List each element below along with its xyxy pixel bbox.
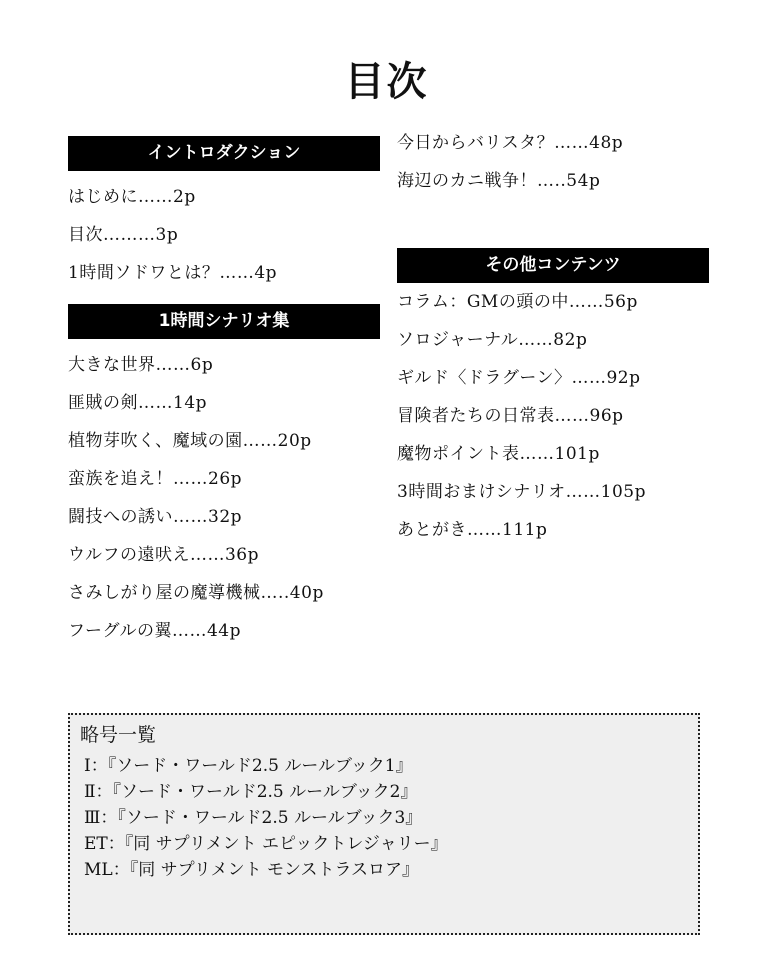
introduction-list <box>68 178 380 292</box>
section-header-scenarios: 1時間シナリオ集 <box>68 304 380 339</box>
toc-entry: はじめに……2p <box>68 187 196 207</box>
toc-entry: 匪賊の剣……14p <box>68 393 208 413</box>
toc-entry: 1時間ソドワとは？……4p <box>68 263 278 283</box>
toc-entry: ソロジャーナル……82p <box>397 330 588 350</box>
toc-entry: あとがき……111p <box>397 520 548 540</box>
toc-entry: 蛮族を追え！……26p <box>68 469 243 489</box>
left-column <box>68 136 380 650</box>
toc-entry: 目次………3p <box>68 225 179 245</box>
toc-entry: 大きな世界……6p <box>68 355 214 375</box>
scenario-list-continued <box>397 124 709 200</box>
toc-entry: 3時間おまけシナリオ……105p <box>397 482 646 502</box>
toc-entry: 闘技への誘い……32p <box>68 507 243 527</box>
abbreviation-list <box>80 753 688 883</box>
toc-entry: さみしがり屋の魔導機械…..40p <box>68 583 324 603</box>
abbreviation-title: 略号一覧 <box>80 724 157 746</box>
toc-entry: 魔物ポイント表……101p <box>397 444 600 464</box>
scenario-list <box>68 346 380 650</box>
section-header-other-contents: その他コンテンツ <box>397 248 709 283</box>
other-contents-list <box>397 283 709 549</box>
toc-entry: 冒険者たちの日常表……96p <box>397 406 624 426</box>
abbreviation-item: Ⅲ：『ソード・ワールド2.5 ルールブック3』 <box>84 808 423 828</box>
toc-entry: 植物芽吹く、魔域の園……20p <box>68 431 312 451</box>
toc-entry: 海辺のカニ戦争！…..54p <box>397 171 601 191</box>
toc-entry: 今日からバリスタ？……48p <box>397 133 624 153</box>
page-title: 目次 <box>344 59 429 105</box>
toc-entry: フーグルの翼……44p <box>68 621 241 641</box>
toc-entry: コラム：GMの頭の中……56p <box>397 292 638 312</box>
abbreviation-item: Ⅱ：『ソード・ワールド2.5 ルールブック2』 <box>84 782 418 802</box>
section-header-introduction: イントロダクション <box>68 136 380 171</box>
abbreviation-item: ML：『同 サプリメント モンストラスロア』 <box>84 860 419 880</box>
toc-entry: ギルド〈ドラグーン〉……92p <box>397 368 641 388</box>
right-column <box>397 124 709 549</box>
abbreviation-item: ET：『同 サプリメント エピックトレジャリー』 <box>84 834 448 854</box>
toc-entry: ウルフの遠吠え……36p <box>68 545 260 565</box>
abbreviation-box <box>68 713 700 935</box>
abbreviation-item: Ⅰ：『ソード・ワールド2.5 ルールブック1』 <box>84 756 413 776</box>
